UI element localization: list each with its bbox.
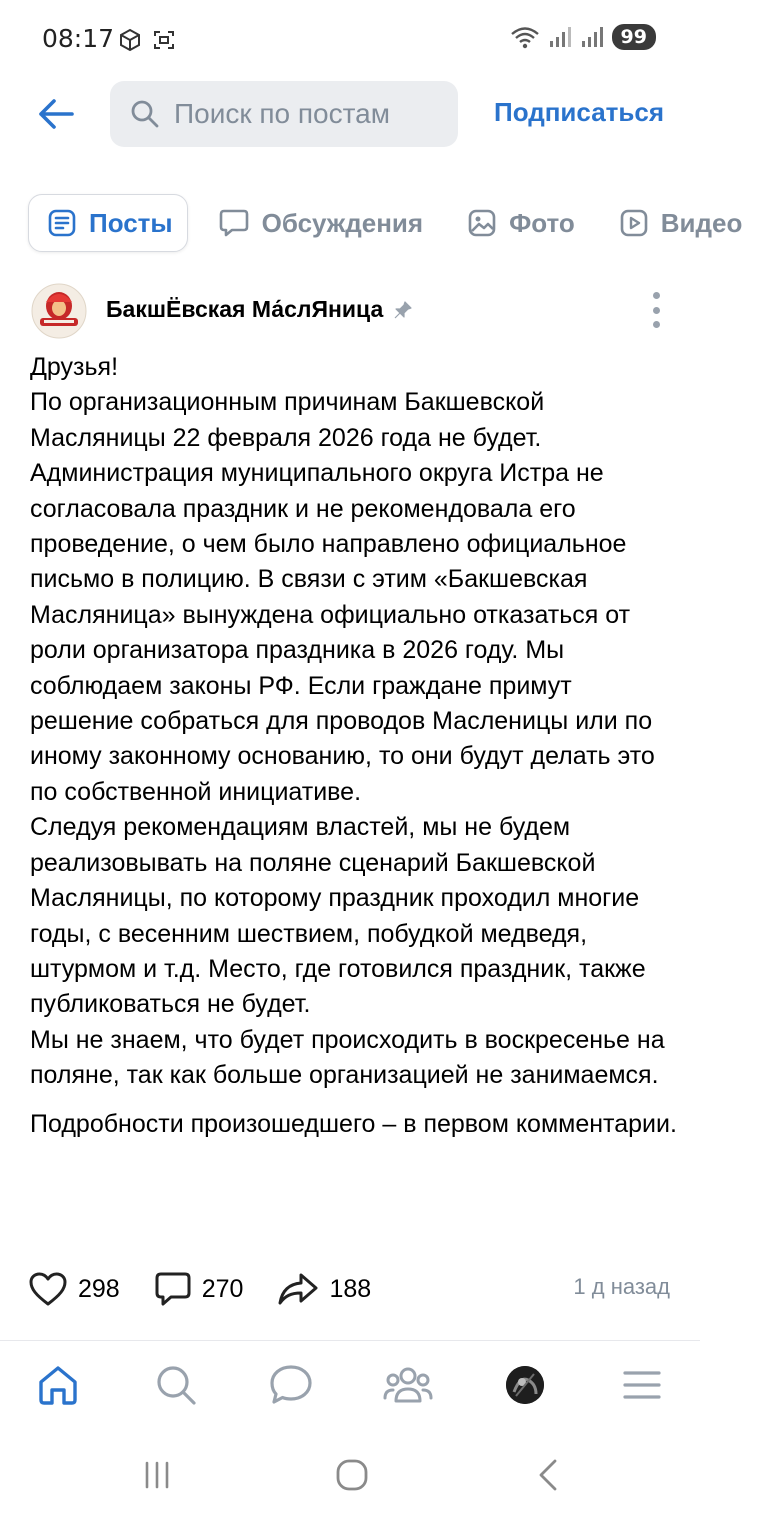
post-actions xyxy=(28,1271,405,1307)
recent-apps-icon xyxy=(141,1460,173,1490)
screenshot-icon xyxy=(152,28,176,52)
post-author-name: БакшЁвская Ма́слЯница xyxy=(106,296,384,322)
signal-icon xyxy=(548,25,572,49)
heart-icon xyxy=(28,1271,68,1307)
pin-icon xyxy=(393,300,413,320)
photo-icon xyxy=(467,208,497,238)
status-right xyxy=(510,24,656,50)
profile-avatar xyxy=(506,1366,544,1404)
comment-button[interactable] xyxy=(154,1271,244,1307)
tab-video[interactable] xyxy=(605,194,757,252)
more-options-button[interactable] xyxy=(642,292,670,328)
tab-video-label: Видео xyxy=(660,207,743,238)
divider xyxy=(0,1340,700,1341)
comment-icon xyxy=(154,1271,192,1307)
post-paragraph: По организационным причинам Бакшевской Масляницы 22 февраля 2026 года не будет. Администрация муниципального округа Истра не согласовала праздник и не рекомендовала его проведение, о чем было направлено официальное письмо в полицию. В связи с этим «Бакшевская Масляница» вынуждена официально отказаться от роли организатора праздника в 2026 году. Мы соблюдаем законы РФ. Если граждане примут решение собраться для проводов Масленицы или по иному законному основанию, то они будут делать это по собственной инициативе. xyxy=(30,388,655,806)
post-text xyxy=(30,350,678,1142)
subscribe-button[interactable]: Подписаться xyxy=(494,97,665,127)
nav-menu[interactable] xyxy=(617,1360,667,1410)
search-icon xyxy=(130,99,160,129)
menu-icon xyxy=(622,1368,662,1402)
status-icons xyxy=(118,28,176,52)
search-box[interactable] xyxy=(110,81,458,147)
message-icon xyxy=(268,1363,314,1407)
nav-search[interactable] xyxy=(151,1360,201,1410)
home-circle-icon xyxy=(335,1458,369,1492)
discussion-icon xyxy=(218,208,250,238)
signal-icon-2 xyxy=(580,25,604,49)
home-icon xyxy=(35,1362,81,1408)
share-button[interactable] xyxy=(277,1271,371,1307)
wifi-icon xyxy=(510,25,540,49)
tab-discussions-label: Обсуждения xyxy=(261,207,424,238)
post-paragraph: Мы не знаем, что будет происходить в воскресенье на поляне, так как больше организацией не занимаемся. xyxy=(30,1025,665,1090)
nav-messages[interactable] xyxy=(266,1360,316,1410)
battery-badge: 99 xyxy=(612,24,656,50)
friends-icon xyxy=(383,1363,433,1407)
arrow-left-icon xyxy=(36,97,76,131)
more-dot-icon xyxy=(653,321,660,328)
like-count: 298 xyxy=(78,1274,120,1303)
system-nav xyxy=(0,1440,700,1506)
post-paragraph: Друзья! xyxy=(30,353,119,381)
post-author[interactable] xyxy=(106,296,413,323)
nav-friends[interactable] xyxy=(383,1360,433,1410)
recent-apps-button[interactable] xyxy=(132,1450,182,1500)
tab-bar xyxy=(28,194,772,252)
post-paragraph: Следуя рекомендациям властей, мы не будем реализовывать на поляне сценарий Бакшевской Масляницы, по которому праздник проходил многие годы, с весенним шествием, побудкой медведя, штурмом и т.д. Место, где готовился праздник, также публиковаться не будет. xyxy=(30,813,646,1019)
tab-posts[interactable] xyxy=(28,194,188,252)
share-count: 188 xyxy=(329,1274,372,1303)
package-icon xyxy=(118,28,142,52)
home-system-button[interactable] xyxy=(327,1450,377,1500)
tab-discussions[interactable] xyxy=(204,194,437,252)
back-system-button[interactable] xyxy=(523,1450,573,1500)
back-button[interactable] xyxy=(30,90,82,138)
search-icon xyxy=(154,1363,198,1407)
post-paragraph: Подробности произошедшего – в первом комментарии. xyxy=(30,1109,677,1138)
video-icon xyxy=(619,208,649,238)
tab-photo-label: Фото xyxy=(509,207,575,238)
post-time: 1 д назад xyxy=(573,1274,670,1299)
nav-profile[interactable] xyxy=(500,1360,550,1410)
more-dot-icon xyxy=(653,292,660,299)
chevron-left-icon xyxy=(535,1458,561,1492)
tab-posts-label: Посты xyxy=(89,207,173,238)
search-input[interactable] xyxy=(174,98,444,130)
community-logo-icon xyxy=(30,282,88,340)
bottom-nav xyxy=(0,1360,700,1412)
tab-photo[interactable] xyxy=(453,194,589,252)
like-button[interactable] xyxy=(28,1271,120,1307)
share-icon xyxy=(277,1271,319,1307)
status-time: 08:17 xyxy=(42,24,115,53)
comment-count: 270 xyxy=(201,1274,244,1303)
profile-photo-icon xyxy=(506,1366,544,1404)
community-avatar[interactable] xyxy=(30,282,88,340)
more-dot-icon xyxy=(653,307,660,314)
nav-home[interactable] xyxy=(33,1360,83,1410)
posts-icon xyxy=(47,208,77,238)
